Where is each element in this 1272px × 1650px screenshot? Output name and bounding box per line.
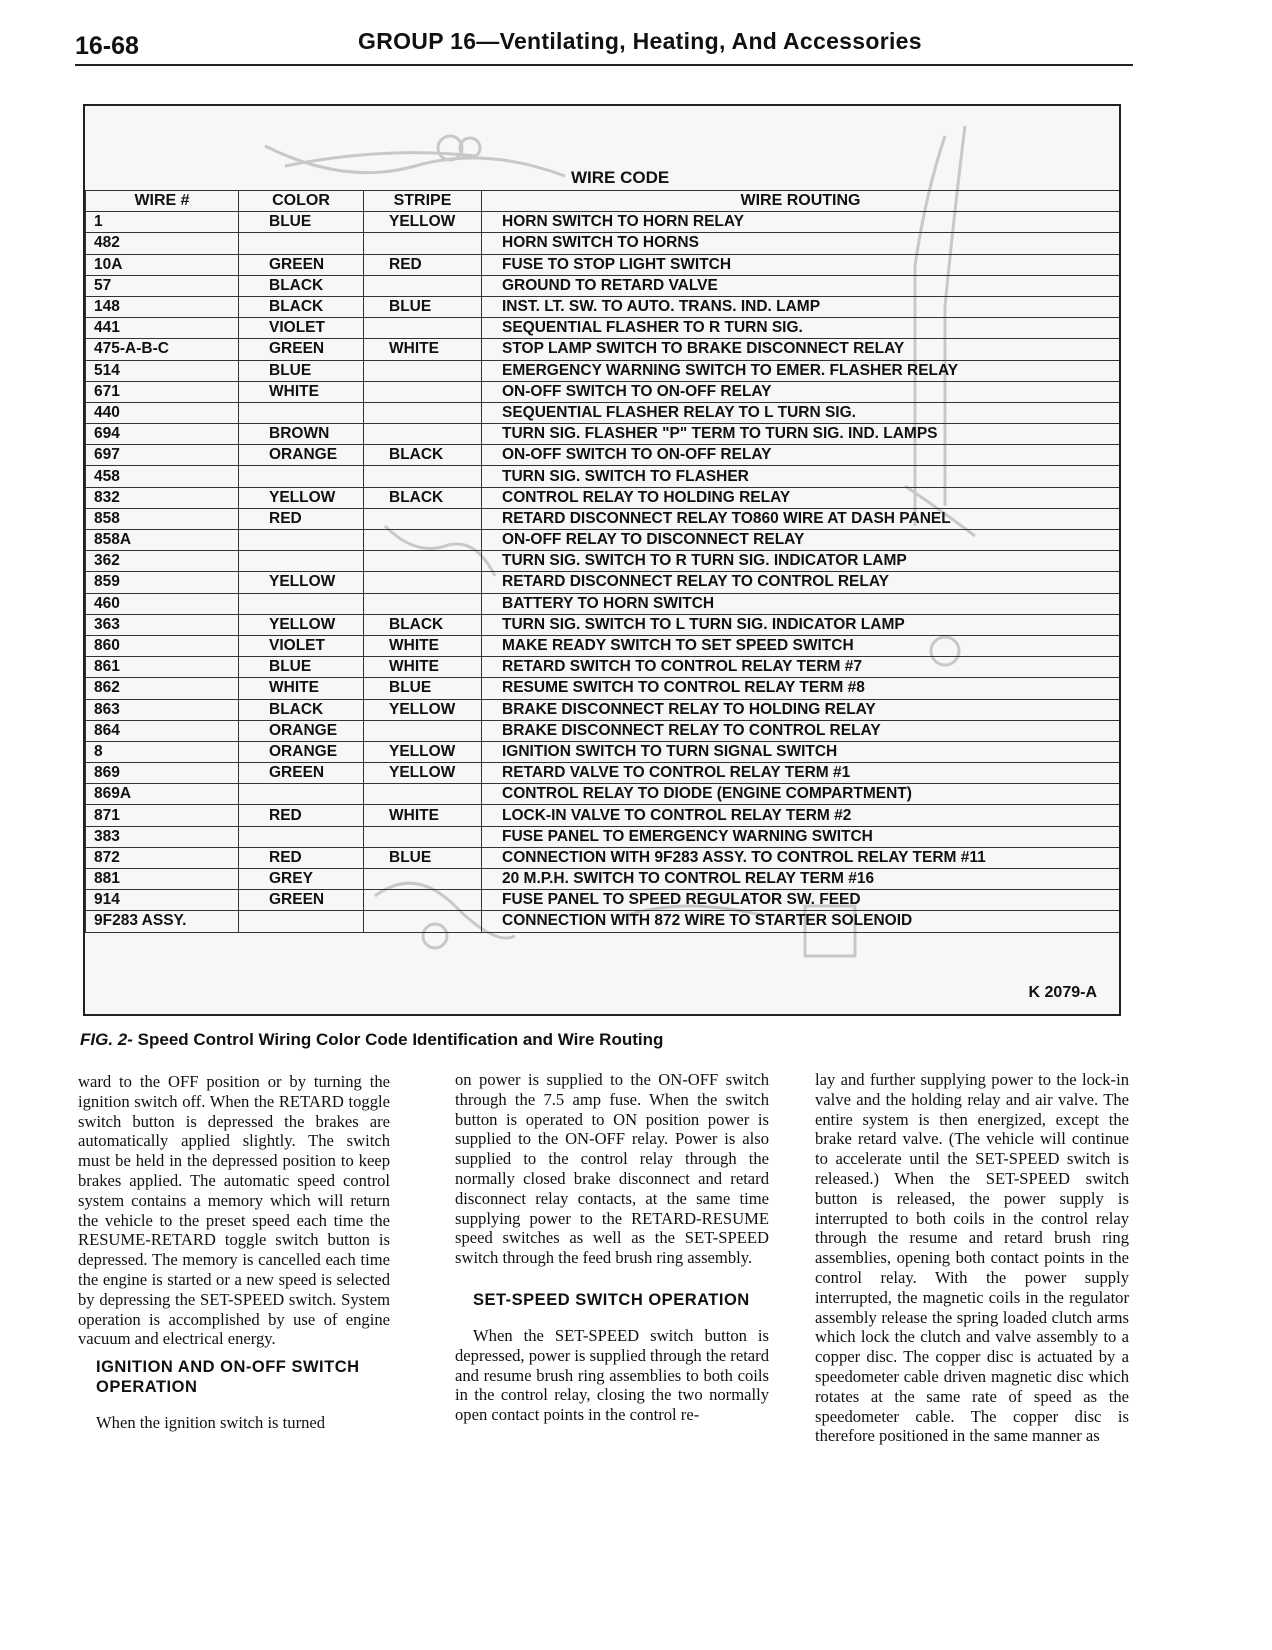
cell-stripe — [364, 826, 482, 847]
text-column-3 — [815, 1070, 1129, 1446]
cell-routing: RETARD SWITCH TO CONTROL RELAY TERM #7 — [482, 657, 1120, 678]
cell-wire: 858 — [86, 508, 239, 529]
figure-label: FIG. 2- — [80, 1030, 133, 1049]
cell-stripe — [364, 275, 482, 296]
table-row — [86, 678, 1120, 699]
cell-routing: TURN SIG. SWITCH TO L TURN SIG. INDICATOR LAMP — [482, 614, 1120, 635]
cell-wire: 363 — [86, 614, 239, 635]
cell-stripe — [364, 911, 482, 932]
column-header-color: COLOR — [239, 191, 364, 212]
cell-routing: GROUND TO RETARD VALVE — [482, 275, 1120, 296]
cell-wire: 914 — [86, 890, 239, 911]
table-row — [86, 699, 1120, 720]
table-row — [86, 487, 1120, 508]
cell-routing: BATTERY TO HORN SWITCH — [482, 593, 1120, 614]
cell-stripe: WHITE — [364, 339, 482, 360]
cell-wire: 861 — [86, 657, 239, 678]
paragraph: When the SET-SPEED switch button is depressed, power is supplied through the retard and resume brush ring assemblies to both coils in the control relay, closing the two normally open contact points in the control re- — [455, 1325, 769, 1425]
cell-wire: 514 — [86, 360, 239, 381]
cell-wire: 440 — [86, 402, 239, 423]
cell-color — [239, 233, 364, 254]
wire-code-label: WIRE CODE — [571, 168, 670, 187]
cell-routing: BRAKE DISCONNECT RELAY TO HOLDING RELAY — [482, 699, 1120, 720]
table-row — [86, 445, 1120, 466]
paragraph: lay and further supplying power to the lock-in valve and the holding relay and air valve. The entire system is then energized, except the brake retard valve. (The vehicle will continue to accelerate until the SET-SPEED switch is released.) When the SET-SPEED switch button is released, the power supply is interrupted to both coils in the control relay through the resume and retard brush ring assemblies, opening both contact points in the control relay. With the power supply interrupted, the magnetic coils in the regulator assembly release the spring loaded clutch arms which lock the clutch and valve assembly to a copper disc. The copper disc is actuated by a speedometer cable driven magnetic disc which rotates at the same rate of speed as the speedometer cable. The copper disc is therefore positioned in the same manner as — [815, 1070, 1129, 1446]
wire-code-table — [85, 190, 1120, 933]
cell-wire: 697 — [86, 445, 239, 466]
cell-stripe — [364, 572, 482, 593]
cell-color: ORANGE — [239, 741, 364, 762]
column-header-routing: WIRE ROUTING — [482, 191, 1120, 212]
cell-color: RED — [239, 847, 364, 868]
cell-stripe: BLUE — [364, 847, 482, 868]
table-row — [86, 318, 1120, 339]
cell-routing: ON-OFF SWITCH TO ON-OFF RELAY — [482, 381, 1120, 402]
table-row — [86, 551, 1120, 572]
cell-routing: CONTROL RELAY TO DIODE (ENGINE COMPARTMENT) — [482, 784, 1120, 805]
table-header-row — [86, 191, 1120, 212]
cell-routing: RETARD DISCONNECT RELAY TO CONTROL RELAY — [482, 572, 1120, 593]
table-row — [86, 296, 1120, 317]
cell-stripe — [364, 466, 482, 487]
page-number: 16-68 — [75, 32, 139, 60]
cell-wire: 57 — [86, 275, 239, 296]
cell-color: BLACK — [239, 296, 364, 317]
cell-color: GREEN — [239, 763, 364, 784]
figure-id: K 2079-A — [1028, 984, 1097, 1001]
cell-routing: RESUME SWITCH TO CONTROL RELAY TERM #8 — [482, 678, 1120, 699]
cell-wire: 10A — [86, 254, 239, 275]
cell-wire: 871 — [86, 805, 239, 826]
cell-color — [239, 530, 364, 551]
cell-routing: HORN SWITCH TO HORN RELAY — [482, 212, 1120, 233]
cell-color: GREY — [239, 869, 364, 890]
cell-stripe — [364, 530, 482, 551]
cell-stripe: BLUE — [364, 296, 482, 317]
cell-wire: 671 — [86, 381, 239, 402]
column-header-wire: WIRE # — [86, 191, 239, 212]
cell-color: ORANGE — [239, 720, 364, 741]
cell-routing: CONNECTION WITH 872 WIRE TO STARTER SOLENOID — [482, 911, 1120, 932]
cell-wire: 858A — [86, 530, 239, 551]
table-row — [86, 635, 1120, 656]
table-row — [86, 381, 1120, 402]
cell-color — [239, 593, 364, 614]
cell-routing: CONTROL RELAY TO HOLDING RELAY — [482, 487, 1120, 508]
cell-stripe: WHITE — [364, 657, 482, 678]
cell-routing: TURN SIG. SWITCH TO FLASHER — [482, 466, 1120, 487]
cell-routing: LOCK-IN VALVE TO CONTROL RELAY TERM #2 — [482, 805, 1120, 826]
table-row — [86, 572, 1120, 593]
cell-wire: 1 — [86, 212, 239, 233]
table-row — [86, 890, 1120, 911]
cell-color: RED — [239, 508, 364, 529]
table-row — [86, 254, 1120, 275]
table-row — [86, 763, 1120, 784]
cell-stripe — [364, 890, 482, 911]
cell-routing: IGNITION SWITCH TO TURN SIGNAL SWITCH — [482, 741, 1120, 762]
cell-wire: 864 — [86, 720, 239, 741]
cell-stripe: WHITE — [364, 635, 482, 656]
text-column-1 — [78, 1072, 390, 1433]
cell-wire: 860 — [86, 635, 239, 656]
cell-routing: RETARD VALVE TO CONTROL RELAY TERM #1 — [482, 763, 1120, 784]
table-row — [86, 508, 1120, 529]
cell-color: RED — [239, 805, 364, 826]
cell-routing: CONNECTION WITH 9F283 ASSY. TO CONTROL RELAY TERM #11 — [482, 847, 1120, 868]
cell-stripe: BLUE — [364, 678, 482, 699]
cell-stripe: YELLOW — [364, 741, 482, 762]
cell-color: WHITE — [239, 381, 364, 402]
cell-color: GREEN — [239, 254, 364, 275]
cell-wire: 881 — [86, 869, 239, 890]
cell-wire: 460 — [86, 593, 239, 614]
cell-color: GREEN — [239, 890, 364, 911]
cell-color: YELLOW — [239, 487, 364, 508]
cell-color: WHITE — [239, 678, 364, 699]
cell-wire: 862 — [86, 678, 239, 699]
cell-color — [239, 784, 364, 805]
cell-stripe: BLACK — [364, 614, 482, 635]
cell-wire: 475-A-B-C — [86, 339, 239, 360]
cell-routing: BRAKE DISCONNECT RELAY TO CONTROL RELAY — [482, 720, 1120, 741]
cell-routing: ON-OFF SWITCH TO ON-OFF RELAY — [482, 445, 1120, 466]
figure-caption — [80, 1030, 663, 1050]
table-row — [86, 784, 1120, 805]
wire-rows — [86, 212, 1120, 932]
cell-stripe — [364, 720, 482, 741]
cell-stripe: BLACK — [364, 487, 482, 508]
cell-color — [239, 826, 364, 847]
cell-stripe: YELLOW — [364, 212, 482, 233]
text-column-2 — [455, 1070, 769, 1425]
cell-color: YELLOW — [239, 572, 364, 593]
cell-routing: MAKE READY SWITCH TO SET SPEED SWITCH — [482, 635, 1120, 656]
paragraph: ward to the OFF position or by turning the ignition switch off. When the RETARD toggle switch button is depressed the brakes are automatically applied slightly. The switch must be held in the depressed position to keep brakes applied. The automatic speed control system contains a memory which will return the vehicle to the preset speed each time the RESUME-RETARD toggle switch button is depressed. The memory is cancelled each time the engine is started or a new speed is selected by depressing the SET-SPEED switch. System operation is accomplished by use of engine vacuum and electrical energy. — [78, 1072, 390, 1349]
cell-wire: 863 — [86, 699, 239, 720]
cell-routing: 20 M.P.H. SWITCH TO CONTROL RELAY TERM #16 — [482, 869, 1120, 890]
cell-routing: ON-OFF RELAY TO DISCONNECT RELAY — [482, 530, 1120, 551]
page-header — [75, 28, 1133, 66]
cell-wire: 362 — [86, 551, 239, 572]
cell-routing: FUSE PANEL TO EMERGENCY WARNING SWITCH — [482, 826, 1120, 847]
table-row — [86, 826, 1120, 847]
table-row — [86, 466, 1120, 487]
cell-wire: 832 — [86, 487, 239, 508]
cell-wire: 8 — [86, 741, 239, 762]
table-row — [86, 402, 1120, 423]
table-row — [86, 360, 1120, 381]
table-row — [86, 339, 1120, 360]
table-row — [86, 275, 1120, 296]
cell-color — [239, 466, 364, 487]
table-row — [86, 614, 1120, 635]
cell-wire: 872 — [86, 847, 239, 868]
paragraph: When the ignition switch is turned — [96, 1413, 326, 1433]
cell-routing: HORN SWITCH TO HORNS — [482, 233, 1120, 254]
cell-color — [239, 911, 364, 932]
cell-wire: 441 — [86, 318, 239, 339]
table-row — [86, 805, 1120, 826]
cell-color: ORANGE — [239, 445, 364, 466]
cell-wire: 869A — [86, 784, 239, 805]
cell-stripe — [364, 784, 482, 805]
table-row — [86, 657, 1120, 678]
cell-stripe: YELLOW — [364, 699, 482, 720]
cell-stripe — [364, 424, 482, 445]
cell-routing: STOP LAMP SWITCH TO BRAKE DISCONNECT RELAY — [482, 339, 1120, 360]
cell-color — [239, 402, 364, 423]
cell-stripe — [364, 318, 482, 339]
cell-routing: SEQUENTIAL FLASHER TO R TURN SIG. — [482, 318, 1120, 339]
cell-stripe — [364, 360, 482, 381]
cell-color: BLACK — [239, 699, 364, 720]
table-row — [86, 911, 1120, 932]
cell-stripe — [364, 869, 482, 890]
table-row — [86, 212, 1120, 233]
table-row — [86, 530, 1120, 551]
cell-wire: 9F283 ASSY. — [86, 911, 239, 932]
cell-routing: INST. LT. SW. TO AUTO. TRANS. IND. LAMP — [482, 296, 1120, 317]
table-row — [86, 424, 1120, 445]
cell-stripe — [364, 551, 482, 572]
cell-stripe: BLACK — [364, 445, 482, 466]
cell-routing: TURN SIG. SWITCH TO R TURN SIG. INDICATOR LAMP — [482, 551, 1120, 572]
table-row — [86, 720, 1120, 741]
cell-wire: 482 — [86, 233, 239, 254]
cell-color: YELLOW — [239, 614, 364, 635]
section-heading: SET-SPEED SWITCH OPERATION — [473, 1290, 750, 1309]
cell-routing: FUSE TO STOP LIGHT SWITCH — [482, 254, 1120, 275]
cell-routing: TURN SIG. FLASHER "P" TERM TO TURN SIG. IND. LAMPS — [482, 424, 1120, 445]
table-row — [86, 233, 1120, 254]
cell-color: BROWN — [239, 424, 364, 445]
cell-wire: 458 — [86, 466, 239, 487]
cell-stripe — [364, 402, 482, 423]
cell-stripe — [364, 508, 482, 529]
page-title: GROUP 16—Ventilating, Heating, And Accessories — [358, 28, 922, 54]
cell-wire: 859 — [86, 572, 239, 593]
section-heading: IGNITION AND ON-OFF SWITCH OPERATION — [96, 1358, 360, 1397]
cell-stripe — [364, 233, 482, 254]
table-row — [86, 593, 1120, 614]
cell-wire: 383 — [86, 826, 239, 847]
cell-wire: 148 — [86, 296, 239, 317]
cell-color: BLACK — [239, 275, 364, 296]
cell-routing: FUSE PANEL TO SPEED REGULATOR SW. FEED — [482, 890, 1120, 911]
paragraph: on power is supplied to the ON-OFF switch through the 7.5 amp fuse. When the switch button is operated to ON position power is supplied to the ON-OFF relay. Power is also supplied to the control relay through the normally closed brake disconnect and retard disconnect relay contacts, at the same time supplying power to the RETARD-RESUME speed switches as well as the SET-SPEED switch through the feed brush ring assembly. — [455, 1070, 769, 1268]
cell-stripe: YELLOW — [364, 763, 482, 784]
table-row — [86, 741, 1120, 762]
cell-color: VIOLET — [239, 635, 364, 656]
cell-color: BLUE — [239, 212, 364, 233]
wire-code-figure — [83, 104, 1121, 1016]
table-row — [86, 847, 1120, 868]
cell-stripe: RED — [364, 254, 482, 275]
cell-color: BLUE — [239, 657, 364, 678]
column-header-stripe: STRIPE — [364, 191, 482, 212]
cell-stripe — [364, 381, 482, 402]
cell-color — [239, 551, 364, 572]
cell-color: VIOLET — [239, 318, 364, 339]
table-row — [86, 869, 1120, 890]
cell-stripe: WHITE — [364, 805, 482, 826]
cell-color: GREEN — [239, 339, 364, 360]
cell-wire: 869 — [86, 763, 239, 784]
cell-routing: RETARD DISCONNECT RELAY TO860 WIRE AT DASH PANEL — [482, 508, 1120, 529]
cell-routing: SEQUENTIAL FLASHER RELAY TO L TURN SIG. — [482, 402, 1120, 423]
figure-caption-text: Speed Control Wiring Color Code Identification and Wire Routing — [137, 1030, 664, 1049]
cell-stripe — [364, 593, 482, 614]
cell-routing: EMERGENCY WARNING SWITCH TO EMER. FLASHER RELAY — [482, 360, 1120, 381]
cell-wire: 694 — [86, 424, 239, 445]
cell-color: BLUE — [239, 360, 364, 381]
